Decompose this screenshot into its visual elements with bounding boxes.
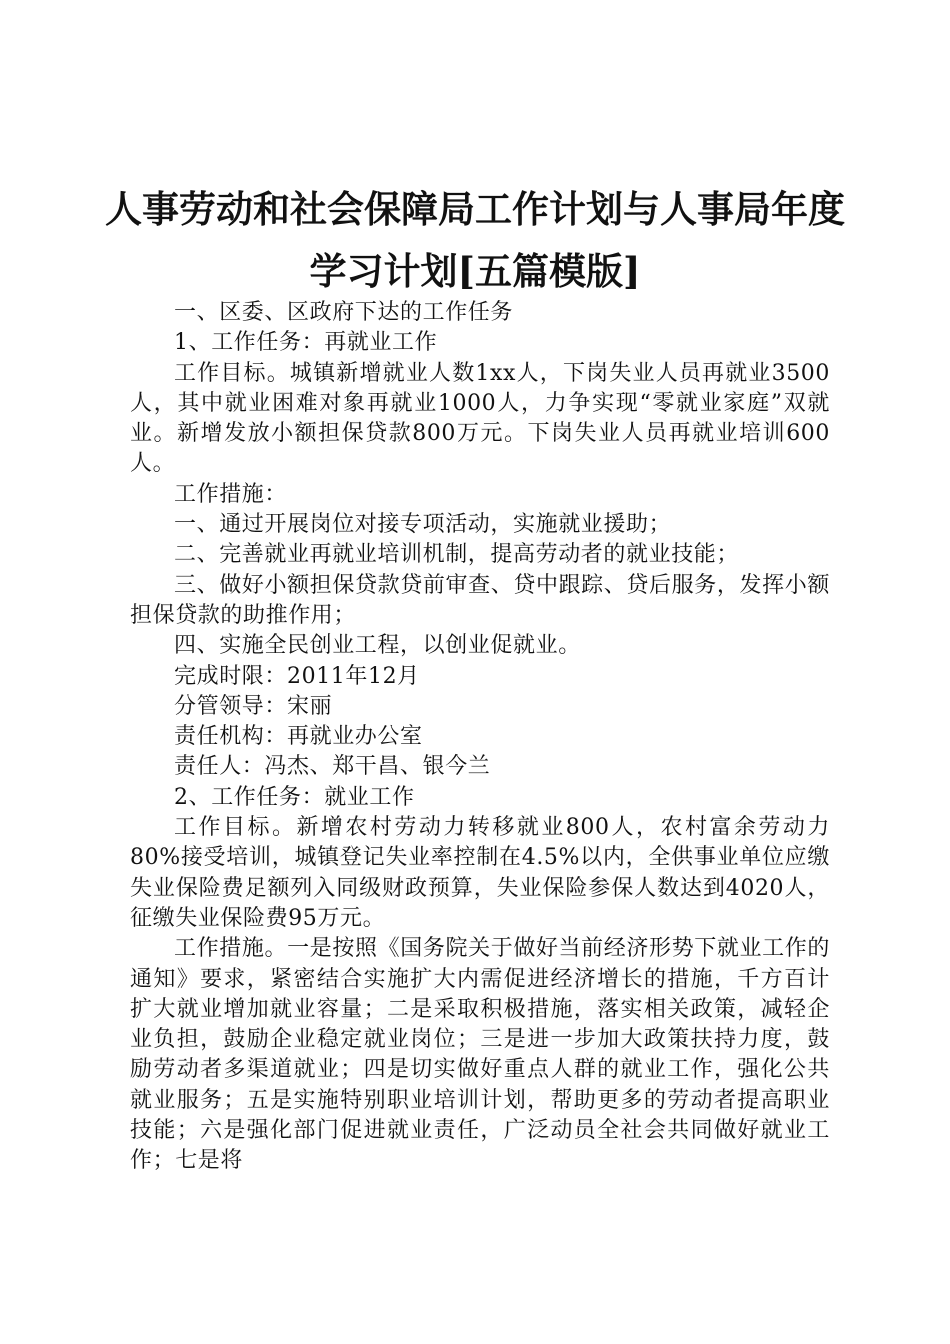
paragraph-measure-1: 一、通过开展岗位对接专项活动，实施就业援助；	[174, 512, 672, 538]
paragraph-measure-3: 三、做好小额担保贷款贷前审查、贷中跟踪、贷后服务，发挥小额担保贷款的助推作用；	[130, 572, 830, 628]
paragraph-responsible: 责任人：冯杰、郑干昌、银今兰	[174, 754, 491, 780]
document-body	[130, 298, 830, 1177]
paragraph-task-1-goal: 工作目标。城镇新增就业人数1xx人，下岗失业人员再就业3500人，其中就业困难对象再就业1000人，力争实现“零就业家庭”双就业。新增发放小额担保贷款800万元。下岗失业人员再就业培训600人。	[130, 360, 830, 477]
paragraph-section-heading: 一、区委、区政府下达的工作任务	[174, 300, 514, 325]
paragraph-task-1-measures-label: 工作措施：	[174, 481, 288, 507]
paragraph-agency: 责任机构：再就业办公室	[174, 724, 423, 750]
document-title-line-1: 人事劳动和社会保障局工作计划与人事局年度	[105, 187, 845, 231]
document-title	[100, 178, 850, 302]
document-title-line-2: 学习计划[五篇模版]	[309, 249, 641, 293]
paragraph-measure-2: 二、完善就业再就业培训机制，提高劳动者的就业技能；	[174, 542, 740, 568]
paragraph-measure-4: 四、实施全民创业工程，以创业促就业。	[174, 633, 581, 659]
paragraph-task-2-heading: 2、工作任务：就业工作	[174, 784, 415, 810]
paragraph-task-1-heading: 1、工作任务：再就业工作	[174, 330, 438, 356]
paragraph-task-2-goal: 工作目标。新增农村劳动力转移就业800人，农村富余劳动力80%接受培训，城镇登记失业率控制在4.5%以内，全供事业单位应缴失业保险费足额列入同级财政预算，失业保险参保人数达到4020人，征缴失业保险费95万元。	[130, 815, 830, 931]
paragraph-deadline: 完成时限：2011年12月	[174, 663, 420, 689]
paragraph-leader: 分管领导：宋丽	[174, 693, 333, 719]
paragraph-task-2-measures: 工作措施。一是按照《国务院关于做好当前经济形势下就业工作的通知》要求，紧密结合实施扩大内需促进经济增长的措施，千方百计扩大就业增加就业容量；二是采取积极措施，落实相关政策，减轻企业负担，鼓励企业稳定就业岗位；三是进一步加大政策扶持力度，鼓励劳动者多渠道就业；四是切实做好重点人群的就业工作，强化公共就业服务；五是实施特别职业培训计划，帮助更多的劳动者提高职业技能；六是强化部门促进就业责任，广泛动员全社会共同做好就业工作；七是将	[130, 936, 830, 1174]
